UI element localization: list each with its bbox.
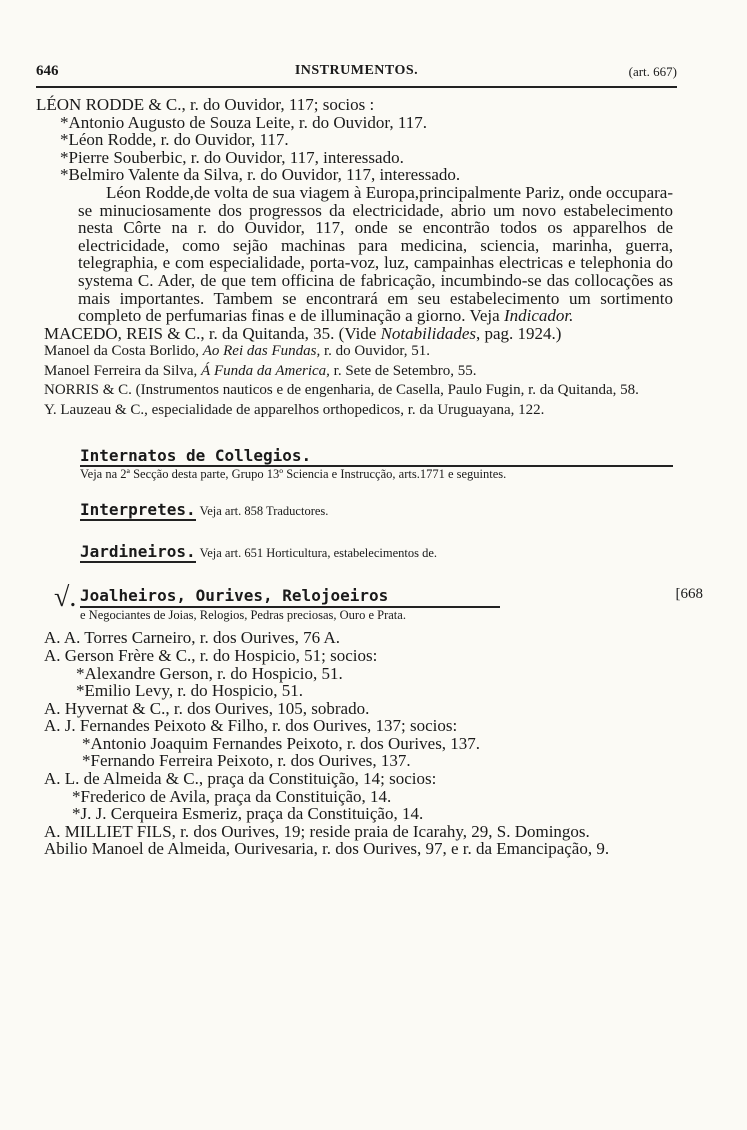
page-body	[36, 95, 703, 859]
jewelers-list	[44, 629, 673, 858]
section-note: e Negociantes de Joias, Relogios, Pedras preciosas, Ouro e Prata.	[80, 608, 406, 623]
entry-text: r. Sete de Setembro, 55.	[333, 362, 477, 379]
notabilidades-reference: Notabilidades	[380, 323, 476, 343]
article-reference: (art. 667)	[628, 64, 677, 79]
section-interpretes	[80, 500, 673, 520]
entry-ferreira	[44, 362, 673, 382]
entry-borlido	[44, 342, 673, 362]
section-note: Veja art. 651 Horticultura, estabelecimentos de.	[199, 546, 438, 561]
partner-line: *Fernando Ferreira Peixoto, r. dos Ourives, 137.	[82, 751, 411, 771]
list-item: A. Gerson Frère & C., r. do Hospicio, 51; socios:	[44, 645, 378, 665]
entry-text: MACEDO, REIS & C., r. da Quitanda, 35. (Vide	[44, 323, 377, 343]
entry-description	[46, 184, 673, 325]
entry-norris: NORRIS & C. (Instrumentos nauticos e de engenharia, de Casella, Paulo Fugin, r. da Quitanda, 58.	[44, 382, 639, 399]
section-title: Jardineiros.	[80, 542, 196, 562]
entry-text: , pag. 1924.)	[476, 323, 562, 343]
entry-leon-rodde: LÉON RODDE & C., r. do Ouvidor, 117; socios :	[36, 95, 375, 114]
shop-name: Á Funda da America,	[201, 362, 330, 379]
section-note: Veja art. 858 Traductores.	[199, 504, 329, 519]
partner-line: *Antonio Joaquim Fernandes Peixoto, r. dos Ourives, 137.	[82, 733, 481, 753]
indicador-reference: Indicador.	[503, 306, 574, 326]
partner-line: *J. J. Cerqueira Esmeriz, praça da Constituição, 14.	[72, 804, 424, 824]
running-header	[36, 63, 677, 85]
section-internatos	[80, 446, 673, 482]
section-note: Veja na 2ª Secção desta parte, Grupo 13º Sciencia e Instrucção, arts.1771 e seguintes.	[80, 467, 507, 482]
entry-text: r. do Ouvidor, 51.	[323, 343, 431, 360]
partner-line: *Emilio Levy, r. do Hospicio, 51.	[76, 681, 303, 701]
header-rule	[36, 86, 677, 88]
partner-line: *Belmiro Valente da Silva, r. do Ouvidor, 117, interessado.	[60, 165, 461, 185]
list-item: Abilio Manoel de Almeida, Ourivesaria, r. dos Ourives, 97, e r. da Emancipação, 9.	[44, 839, 610, 859]
section-jardineiros	[80, 542, 673, 562]
description-text: Léon Rodde,de volta de sua viagem à Europa,principalmente Pariz, onde occupara-se minuciosamente dos progressos da electricidade, abrio um novo estabelecimento nesta Côrte na r. do Ouvidor, 117, onde se encontrão todos os apparelhos de electricidade, como sejão machinas para medicina, sciencia, marinha, guerra, telegraphia, e com especialidade, porta-voz, luz, campainhas electricas e telephonia do systema C. Ader, de que tem officina de fabricação, incumbindo-se das collocações as mais importantes. Tambem se encontrará em seu estabelecimento um sortimento completo de perfumarias finas e de illuminação a giorno. Veja	[78, 182, 673, 326]
partner-line: *Alexandre Gerson, r. do Hospicio, 51.	[76, 663, 343, 683]
list-item: A. J. Fernandes Peixoto & Filho, r. dos Ourives, 137; socios:	[44, 716, 458, 736]
entry-text: Manoel da Costa Borlido,	[44, 343, 199, 360]
check-mark-icon: √.	[54, 582, 77, 614]
section-title: Interpretes.	[80, 500, 196, 520]
partner-line: *Frederico de Avila, praça da Constituição, 14.	[72, 786, 392, 806]
article-number: [668	[675, 586, 703, 603]
list-item: A. MILLIET FILS, r. dos Ourives, 19; reside praia de Icarahy, 29, S. Domingos.	[44, 821, 590, 841]
list-item: A. Hyvernat & C., r. dos Ourives, 105, sobrado.	[44, 698, 370, 718]
entry-text: Manoel Ferreira da Silva,	[44, 362, 198, 379]
page-title: INSTRUMENTOS.	[294, 63, 419, 78]
partner-line: *Antonio Augusto de Souza Leite, r. do Ouvidor, 117.	[60, 112, 427, 132]
list-item: A. L. de Almeida & C., praça da Constituição, 14; socios:	[44, 769, 437, 789]
section-title: Joalheiros, Ourives, Relojoeiros	[80, 586, 389, 606]
section-title: Internatos de Collegios.	[80, 446, 312, 466]
partner-line: *Léon Rodde, r. do Ouvidor, 117.	[60, 130, 289, 150]
page-number: 646	[36, 63, 59, 79]
entry-macedo-reis	[44, 325, 673, 343]
section-joalheiros	[54, 582, 703, 623]
list-item: A. A. Torres Carneiro, r. dos Ourives, 76 A.	[44, 628, 340, 648]
entry-lauzeau: Y. Lauzeau & C., especialidade de apparelhos orthopedicos, r. da Uruguayana, 122.	[44, 401, 545, 418]
partner-line: *Pierre Souberbic, r. do Ouvidor, 117, interessado.	[60, 147, 404, 167]
shop-name: Ao Rei das Fundas,	[202, 343, 321, 360]
